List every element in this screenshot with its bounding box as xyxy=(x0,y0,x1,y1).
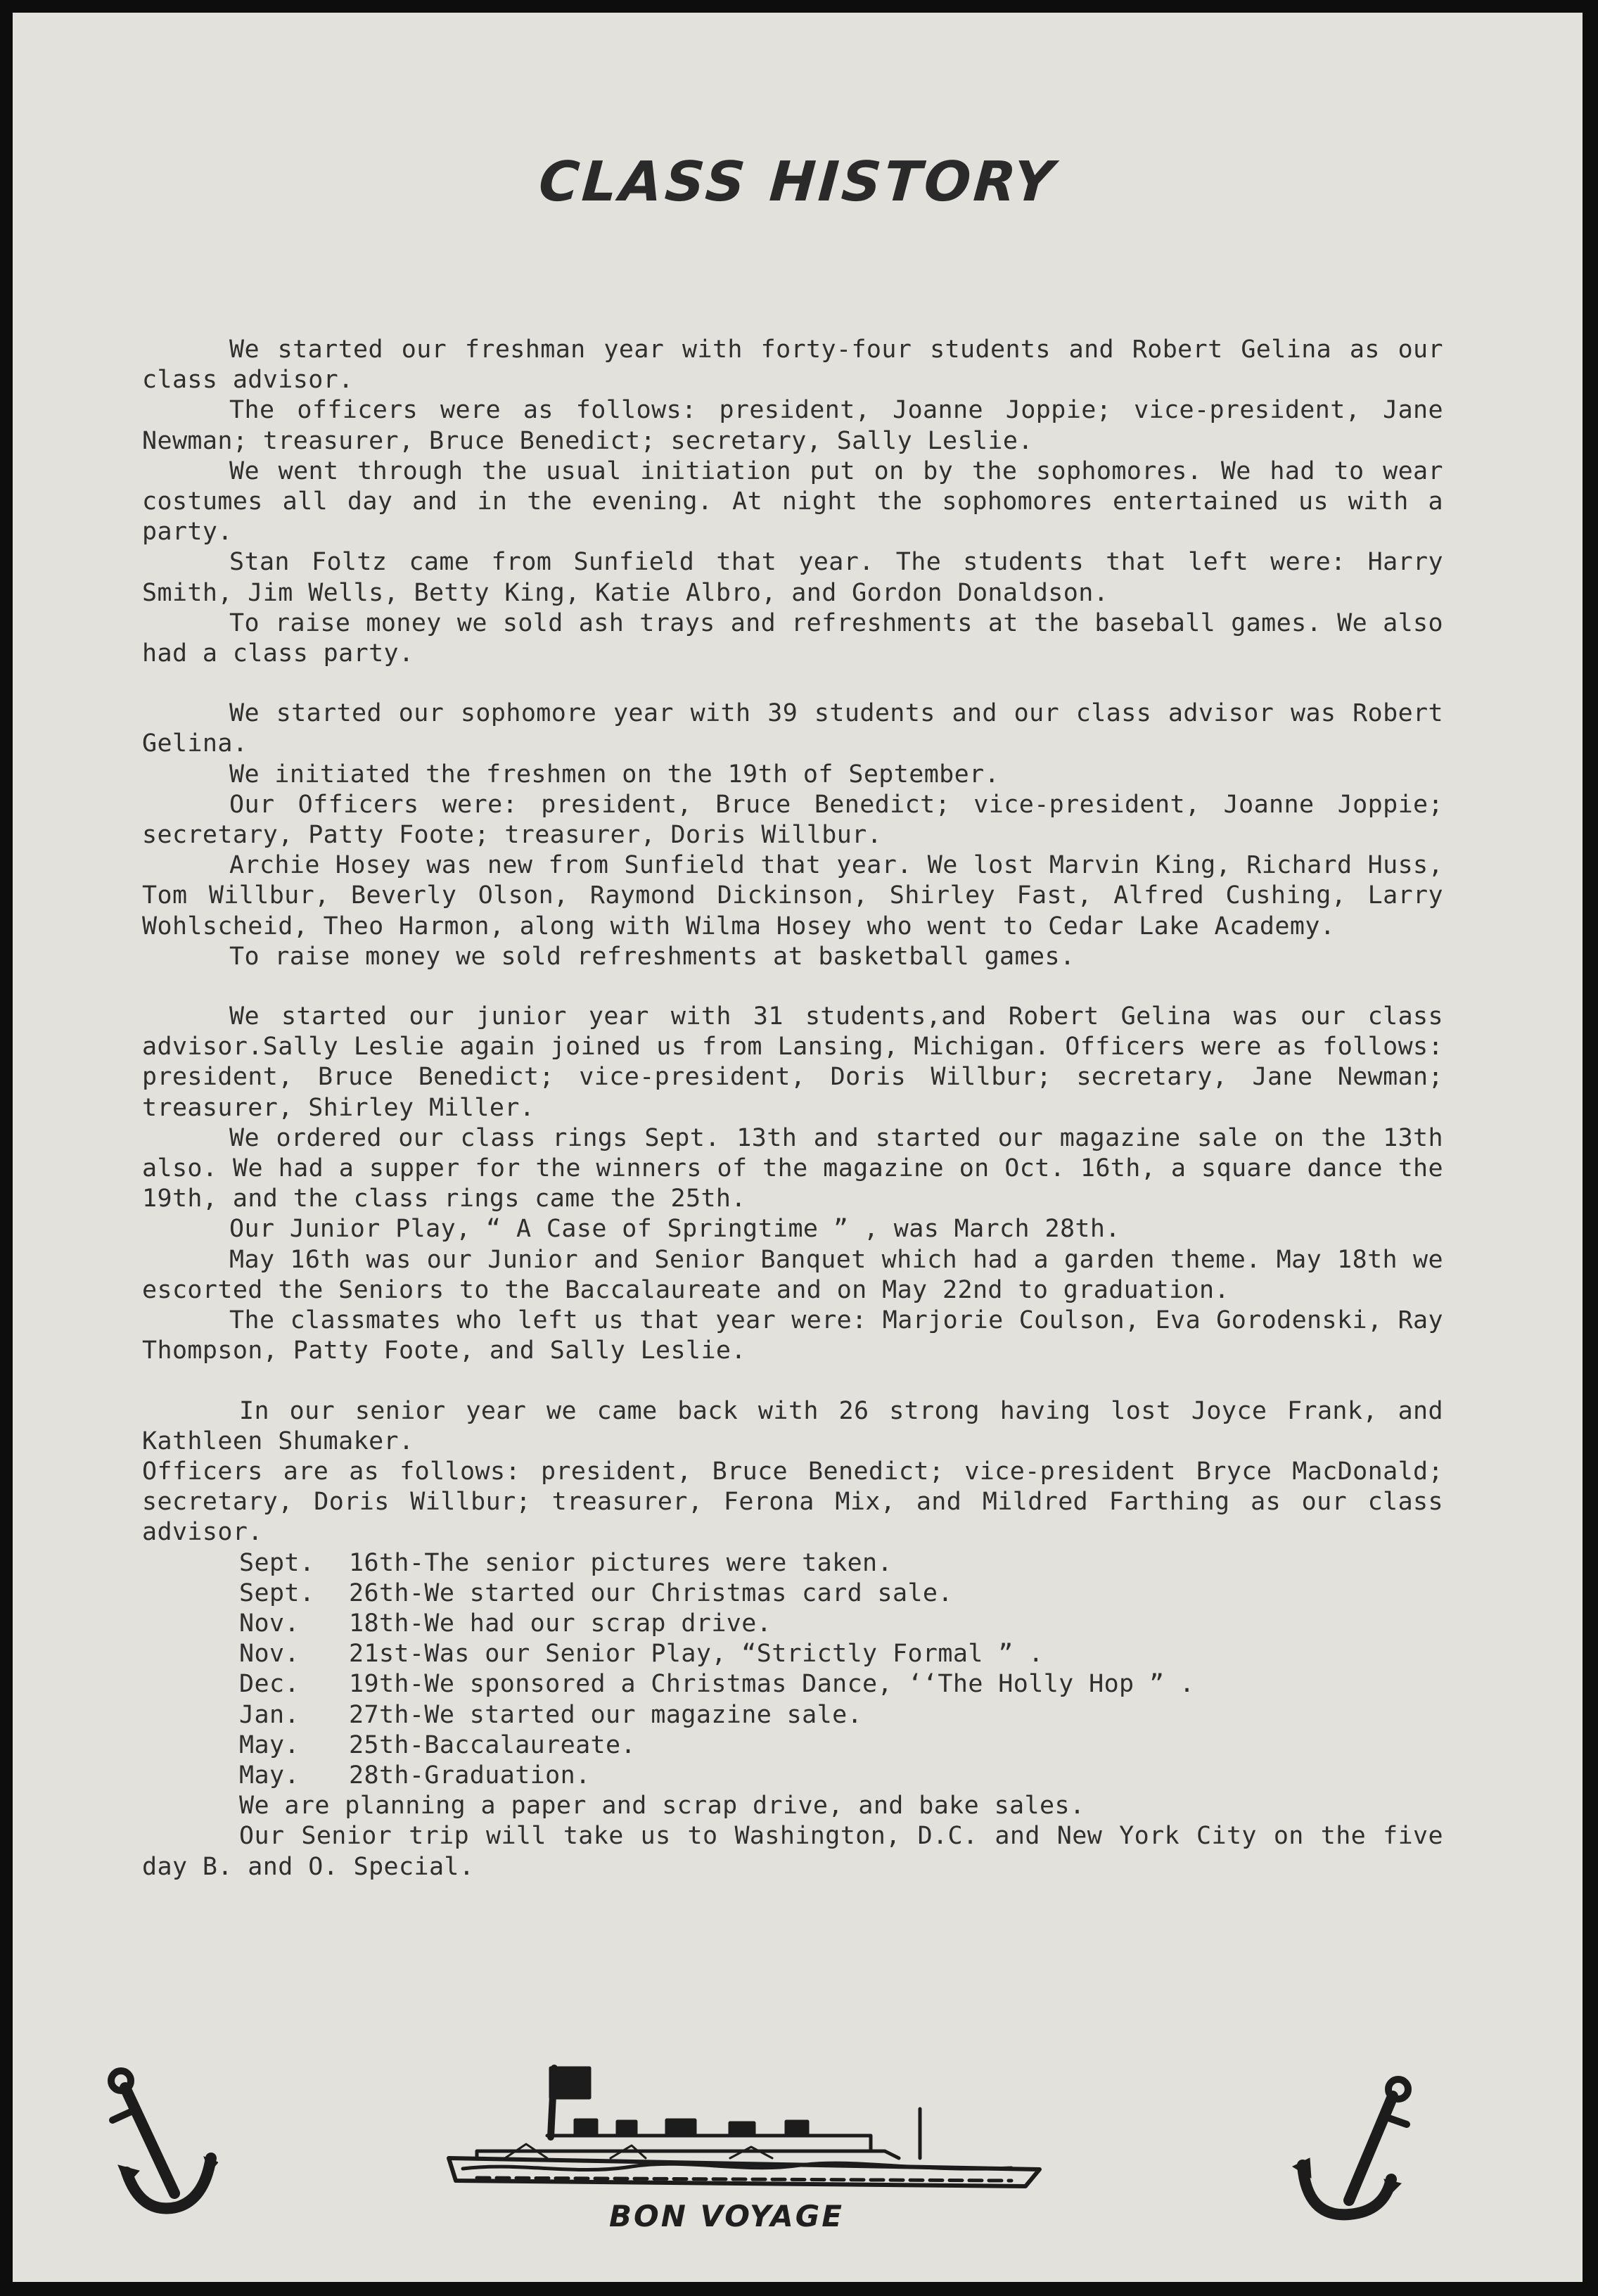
sophomore-paragraph: Archie Hosey was new from Sunfield that year. We lost Marvin King, Richard Huss, Tom Willbur, Beverly Olson, Raymond Dickinson, Shirley Fast, Alfred Cushing, Larry Wohlscheid, Theo Harmon, along with Wilma Hosey who went to Cedar Lake Academy. xyxy=(142,851,1443,940)
senior-closing: Our Senior trip will take us to Washington, D.C. and New York City on the five day B. and O. Special. xyxy=(142,1822,1443,1881)
event-text: 27th-We started our magazine sale. xyxy=(349,1700,863,1729)
junior-paragraph: We started our junior year with 31 students,and Robert Gelina was our class advisor.Sally Leslie again joined us from Lansing, Michigan. Officers were as follows: president, Bruce Benedict; vice-president, Doris Willbur; secretary, Jane Newman; treasurer, Shirley Miller. xyxy=(142,1002,1443,1122)
sophomore-paragraph: Our Officers were: president, Bruce Benedict; vice-president, Joanne Joppie; secretary, Patty Foote; treasurer, Doris Willbur. xyxy=(142,790,1443,850)
event-row xyxy=(142,1730,1443,1761)
sophomore-paragraph: To raise money we sold refreshments at basketball games. xyxy=(229,942,1075,971)
event-text: 25th-Baccalaureate. xyxy=(349,1730,636,1759)
sophomore-paragraph: We started our sophomore year with 39 students and our class advisor was Robert Gelina. xyxy=(142,699,1443,758)
anchor-icon xyxy=(98,2067,218,2221)
senior-officers: Officers are as follows: president, Bruce Benedict; vice-president Bryce MacDonald; secretary, Doris Willbur; treasurer, Ferona Mix, and Mildred Farthing as our class advisor. xyxy=(142,1457,1443,1547)
document-page xyxy=(13,13,1583,2282)
event-row xyxy=(142,1639,1443,1669)
junior-paragraph: May 16th was our Junior and Senior Banquet which had a garden theme. May 18th we escorted the Seniors to the Baccalaureate and on May 22nd to graduation. xyxy=(142,1245,1443,1304)
event-month: Nov. xyxy=(239,1640,300,1669)
sophomore-paragraph: We initiated the freshmen on the 19th of September. xyxy=(229,760,1000,789)
senior-closing: We are planning a paper and scrap drive, and bake sales. xyxy=(239,1792,1085,1820)
event-text: 26th-We started our Christmas card sale. xyxy=(349,1579,953,1607)
event-text: 28th-Graduation. xyxy=(349,1761,591,1790)
event-text: 16th-The senior pictures were taken. xyxy=(349,1548,893,1577)
senior-events-list xyxy=(142,1548,1443,1792)
event-text: 21st-Was our Senior Play, “Strictly Formal ” . xyxy=(349,1640,1044,1669)
junior-paragraph: We ordered our class rings Sept. 13th and started our magazine sale on the 13th also. We had a supper for the winners of the magazine on Oct. 16th, a square dance the 19th, and the class rings came the 25th. xyxy=(142,1123,1443,1213)
freshman-paragraph: To raise money we sold ash trays and refreshments at the baseball games. We also had a class party. xyxy=(142,608,1443,668)
event-row xyxy=(142,1761,1443,1791)
freshman-paragraph: We went through the usual initiation put on by the sophomores. We had to wear costumes all day and in the evening. At night the sophomores entertained us with a party. xyxy=(142,457,1443,547)
event-row xyxy=(142,1700,1443,1730)
event-month: May. xyxy=(239,1730,300,1759)
event-row xyxy=(142,1609,1443,1639)
freshman-paragraph: Stan Foltz came from Sunfield that year. The students that left were: Harry Smith, Jim Wells, Betty King, Katie Albro, and Gordon Donaldson. xyxy=(142,548,1443,607)
event-text: 18th-We had our scrap drive. xyxy=(349,1609,772,1638)
freshman-paragraph: The officers were as follows: president, Joanne Joppie; vice-president, Jane Newman; treasurer, Bruce Benedict; secretary, Sally Leslie. xyxy=(142,396,1443,455)
event-month: Sept. xyxy=(239,1548,315,1577)
freshman-paragraph: We started our freshman year with forty-four students and Robert Gelina as our class advisor. xyxy=(142,336,1443,395)
page-title: CLASS HISTORY xyxy=(537,151,1059,214)
event-month: Jan. xyxy=(239,1700,300,1729)
event-row xyxy=(142,1579,1443,1609)
event-text: 19th-We sponsored a Christmas Dance, ‘‘The Holly Hop ” . xyxy=(349,1670,1195,1699)
event-month: May. xyxy=(239,1761,300,1790)
junior-paragraph: The classmates who left us that year were: Marjorie Coulson, Eva Gorodenski, Ray Thompson, Patty Foote, and Sally Leslie. xyxy=(142,1306,1443,1365)
event-month: Nov. xyxy=(239,1609,300,1638)
anchor-icon xyxy=(1286,2074,1419,2228)
event-row xyxy=(142,1548,1443,1579)
event-row xyxy=(142,1669,1443,1699)
ship-caption: BON VOYAGE xyxy=(609,2199,844,2233)
junior-paragraph: Our Junior Play, “ A Case of Springtime ” , was March 28th. xyxy=(229,1215,1120,1244)
event-month: Sept. xyxy=(239,1579,315,1607)
senior-intro: In our senior year we came back with 26 strong having lost Joyce Frank, and Kathleen Shumaker. xyxy=(142,1396,1443,1455)
event-month: Dec. xyxy=(239,1670,300,1699)
class-history-text xyxy=(142,335,1443,1882)
